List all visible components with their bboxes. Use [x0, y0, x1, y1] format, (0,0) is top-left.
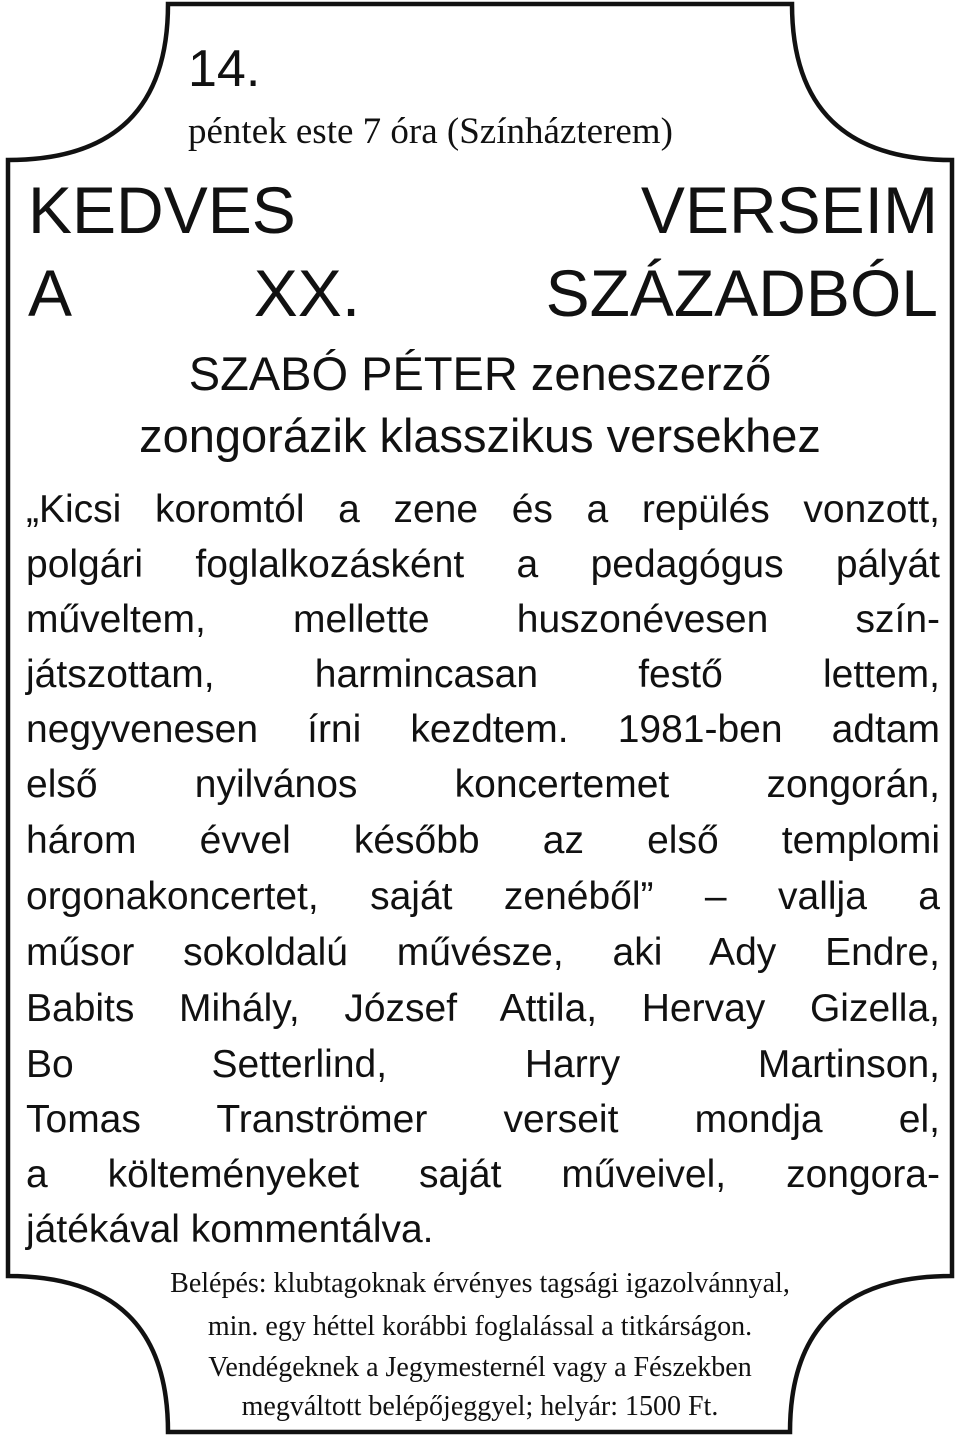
body-line: műsor sokoldalú művésze, aki Ady Endre,: [26, 931, 940, 974]
body-line: negyvenesen írni kezdtem. 1981-ben adtam: [26, 708, 940, 751]
body-line: Bo Setterlind, Harry Martinson,: [26, 1043, 940, 1086]
performer-description: zongorázik klasszikus versekhez: [139, 409, 821, 462]
body-line: első nyilvános koncertemet zongorán,: [26, 763, 940, 806]
performer-name: SZABÓ PÉTER zeneszerző: [188, 347, 772, 400]
body-line: három évvel később az első templomi: [26, 819, 940, 862]
body-line: Tomas Tranströmer verseit mondja el,: [26, 1098, 940, 1141]
body-line: „Kicsi koromtól a zene és a repülés vonzott,: [26, 488, 940, 531]
body-line: műveltem, mellette huszonévesen szín-: [26, 598, 940, 641]
admission-info-line-2: min. egy héttel korábbi foglalással a titkárságon.: [207, 1311, 753, 1342]
body-line: Babits Mihály, József Attila, Hervay Gizella,: [26, 987, 940, 1030]
event-number: 14.: [188, 40, 261, 98]
body-line: orgonakoncertet, saját zenéből” – vallja a: [26, 875, 940, 918]
body-line: a költeményeket saját műveivel, zongora-: [26, 1153, 940, 1196]
body-line: polgári foglalkozásként a pedagógus pályát: [26, 543, 940, 586]
admission-info-line-3: Vendégeknek a Jegymesternél vagy a Fészekben: [208, 1352, 752, 1383]
body-line: játszottam, harmincasan festő lettem,: [26, 653, 940, 696]
event-title-line-1: KEDVES VERSEIM: [28, 173, 938, 247]
event-title-line-2: A XX. SZÁZADBÓL: [28, 256, 938, 330]
admission-info-line-1: Belépés: klubtagoknak érvényes tagsági igazolvánnyal,: [170, 1268, 790, 1299]
admission-info-line-4: megváltott belépőjeggyel; helyár: 1500 Ft.: [241, 1391, 719, 1422]
event-time: péntek este 7 óra (Színházterem): [188, 111, 673, 152]
body-line: játékával kommentálva.: [26, 1208, 434, 1251]
